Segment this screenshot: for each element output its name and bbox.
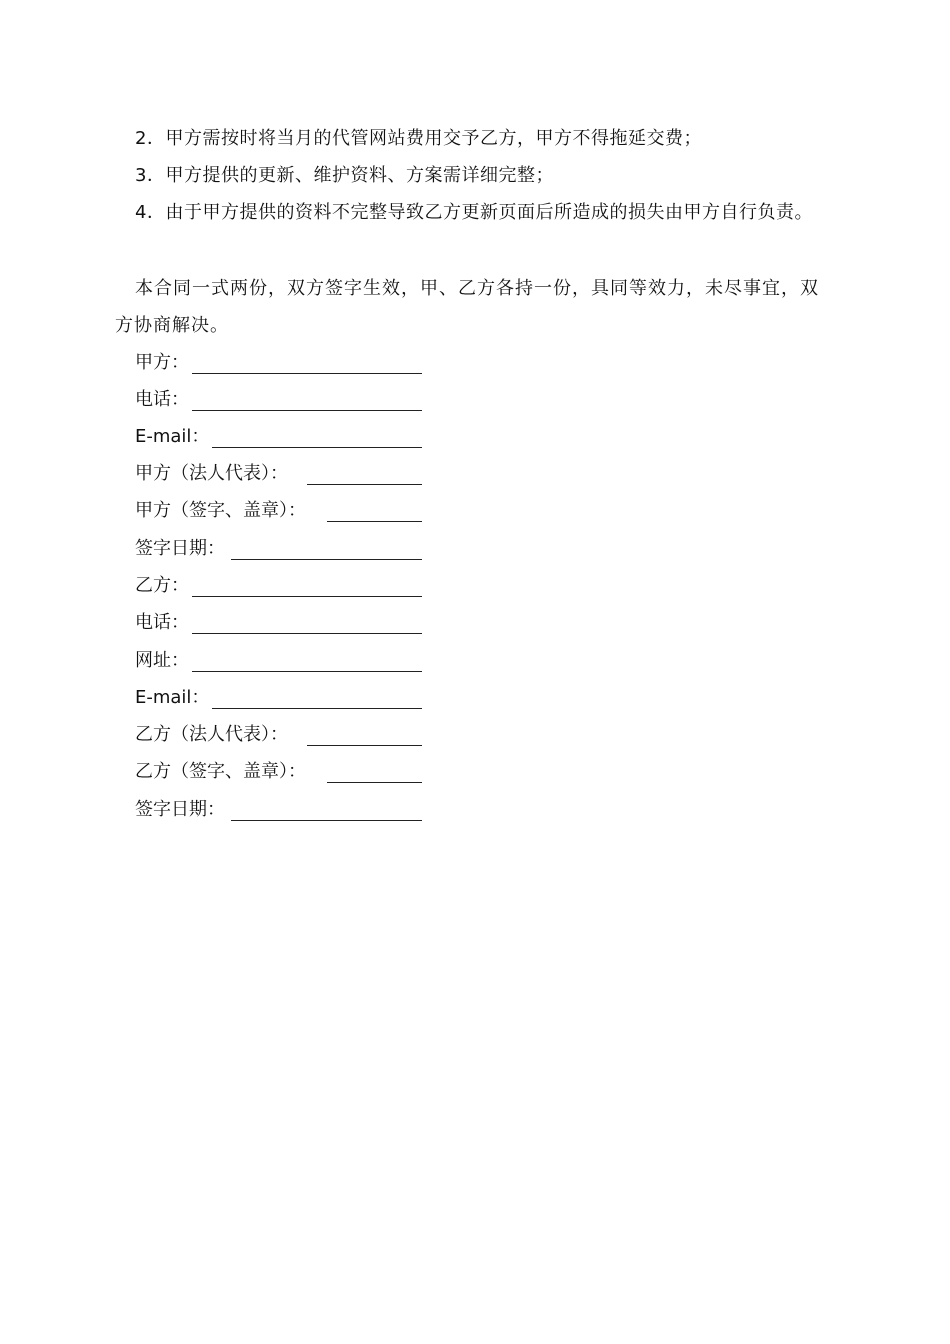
party-b-website-field[interactable] [192, 651, 422, 672]
party-b-email-label: E-mail： [135, 687, 210, 708]
party-a-email-field[interactable] [212, 427, 422, 448]
party-a-name-field[interactable] [192, 353, 422, 374]
party-a-email-label: E-mail： [135, 426, 210, 447]
party-a-phone-label: 电话： [135, 389, 189, 410]
clause-4: 4．由于甲方提供的资料不完整导致乙方更新页面后所造成的损失由甲方自行负责。 [135, 202, 813, 223]
clause-2: 2．甲方需按时将当月的代管网站费用交予乙方，甲方不得拖延交费； [135, 128, 702, 149]
party-b-phone-label: 电话： [135, 612, 189, 633]
party-b-email-field[interactable] [212, 688, 422, 709]
party-b-legal-rep-field[interactable] [307, 725, 422, 746]
party-b-signature-row [135, 760, 306, 784]
party-b-name-label: 乙方： [135, 575, 189, 596]
party-b-name-field[interactable] [192, 576, 422, 597]
party-a-legal-rep-row [135, 462, 288, 486]
party-a-signature-field[interactable] [327, 501, 422, 522]
party-a-name-row [135, 351, 189, 375]
party-a-name-label: 甲方： [135, 352, 189, 373]
clause-3: 3．甲方提供的更新、维护资料、方案需详细完整； [135, 165, 554, 186]
party-b-signature-field[interactable] [327, 762, 422, 783]
party-a-email-row [135, 425, 209, 449]
party-b-phone-field[interactable] [192, 613, 422, 634]
party-a-date-label: 签字日期： [135, 538, 225, 559]
party-b-website-label: 网址： [135, 650, 189, 671]
party-a-phone-row [135, 388, 189, 412]
party-b-name-row [135, 574, 189, 598]
party-b-phone-row [135, 611, 189, 635]
party-a-date-field[interactable] [231, 539, 422, 560]
party-b-date-field[interactable] [231, 800, 422, 821]
party-a-legal-rep-label: 甲方（法人代表）： [135, 463, 288, 484]
party-a-signature-row [135, 499, 306, 523]
party-a-legal-rep-field[interactable] [307, 464, 422, 485]
party-b-legal-rep-label: 乙方（法人代表）： [135, 724, 288, 745]
party-a-date-row [135, 537, 225, 561]
party-b-website-row [135, 649, 189, 673]
party-b-signature-label: 乙方（签字、盖章）： [135, 761, 306, 782]
party-b-date-label: 签字日期： [135, 799, 225, 820]
party-b-email-row [135, 686, 209, 710]
party-a-phone-field[interactable] [192, 390, 422, 411]
party-b-legal-rep-row [135, 723, 288, 747]
party-b-date-row [135, 798, 225, 822]
party-a-signature-label: 甲方（签字、盖章）： [135, 500, 306, 521]
closing-paragraph: 本合同一式两份，双方签字生效，甲、乙方各持一份，具同等效力，未尽事宜，双方协商解决。 [115, 278, 819, 336]
